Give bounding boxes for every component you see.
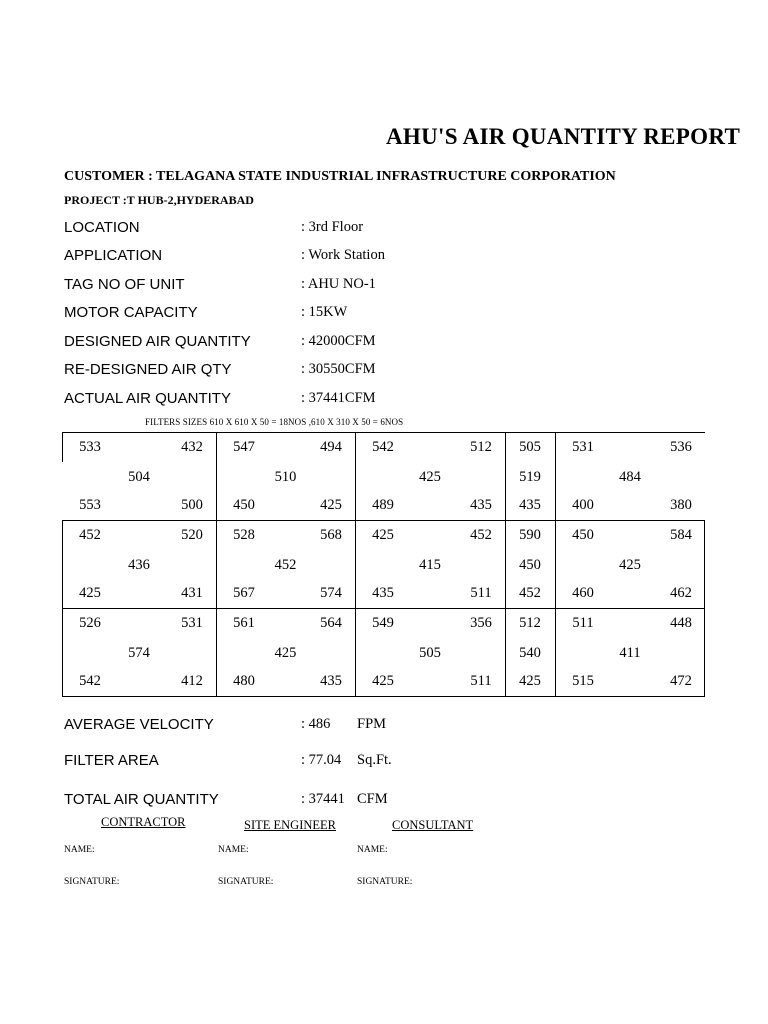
velocity-reading: 436: [128, 557, 150, 573]
velocity-readings-grid: [62, 432, 705, 696]
velocity-reading: 411: [619, 645, 641, 661]
velocity-reading: 450: [233, 497, 255, 513]
grid-line-left: [62, 520, 63, 696]
field-label-location: LOCATION: [64, 219, 140, 236]
signatory-signature-site-engineer: SIGNATURE:: [218, 877, 274, 887]
velocity-reading: 561: [233, 615, 255, 631]
velocity-reading: 489: [372, 497, 394, 513]
field-label-motor-capacity: MOTOR CAPACITY: [64, 304, 198, 321]
velocity-reading: 519: [519, 469, 541, 485]
velocity-reading: 415: [419, 557, 441, 573]
signatory-name-contractor: NAME:: [64, 845, 95, 855]
velocity-reading: 500: [181, 497, 203, 513]
velocity-reading: 547: [233, 439, 255, 455]
velocity-reading: 425: [372, 673, 394, 689]
velocity-reading: 425: [419, 469, 441, 485]
velocity-reading: 531: [572, 439, 594, 455]
field-value-designed-air: : 42000CFM: [301, 333, 376, 349]
summary-unit-total-air: CFM: [357, 791, 388, 807]
velocity-reading: 520: [181, 527, 203, 543]
velocity-reading: 425: [372, 527, 394, 543]
velocity-reading: 533: [79, 439, 101, 455]
velocity-reading: 425: [274, 645, 297, 661]
grid-line-right: [704, 520, 705, 696]
grid-line-col-1: [216, 432, 217, 696]
velocity-reading: 564: [320, 615, 342, 631]
velocity-reading: 460: [572, 585, 594, 601]
velocity-reading: 512: [519, 615, 541, 631]
velocity-reading: 450: [572, 527, 594, 543]
signatory-signature-consultant: SIGNATURE:: [357, 877, 413, 887]
summary-unit-average-velocity: FPM: [357, 716, 387, 732]
velocity-reading: 435: [320, 673, 342, 689]
summary-label-average-velocity: AVERAGE VELOCITY: [64, 716, 214, 733]
summary-value-average-velocity: : 486: [301, 716, 331, 732]
velocity-reading: 515: [572, 673, 594, 689]
grid-line-row-2: [62, 608, 705, 609]
velocity-reading: 584: [670, 527, 692, 543]
velocity-reading: 526: [79, 615, 101, 631]
velocity-reading: 549: [372, 615, 394, 631]
velocity-reading: 542: [79, 673, 101, 689]
velocity-reading: 452: [470, 527, 492, 543]
velocity-reading: 462: [670, 585, 692, 601]
velocity-reading: 472: [670, 673, 692, 689]
summary-label-total-air: TOTAL AIR QUANTITY: [64, 791, 219, 808]
velocity-reading: 574: [128, 645, 150, 661]
velocity-reading: 435: [470, 497, 492, 513]
velocity-reading: 452: [519, 585, 541, 601]
velocity-reading: 448: [670, 615, 692, 631]
field-label-actual-air: ACTUAL AIR QUANTITY: [64, 390, 231, 407]
grid-line-row-1: [62, 520, 705, 521]
signatory-role-contractor: CONTRACTOR: [101, 815, 186, 829]
grid-line-col-2: [355, 432, 356, 696]
velocity-reading: 540: [519, 645, 541, 661]
velocity-reading: 590: [519, 527, 541, 543]
velocity-reading: 435: [519, 497, 541, 513]
velocity-reading: 425: [79, 585, 101, 601]
summary-unit-filter-area: Sq.Ft.: [357, 752, 392, 768]
project-line: PROJECT :T HUB-2,HYDERABAD: [64, 193, 254, 207]
field-label-designed-air: DESIGNED AIR QUANTITY: [64, 333, 251, 350]
velocity-reading: 574: [320, 585, 342, 601]
signatory-name-site-engineer: NAME:: [218, 845, 249, 855]
field-value-motor-capacity: : 15KW: [301, 304, 348, 320]
velocity-reading: 494: [320, 439, 342, 455]
velocity-reading: 553: [79, 497, 101, 513]
signatory-name-consultant: NAME:: [357, 845, 388, 855]
grid-line-left-top: [62, 432, 63, 462]
velocity-reading: 452: [79, 527, 101, 543]
velocity-reading: 484: [619, 469, 641, 485]
grid-line-col-3: [505, 432, 506, 696]
velocity-reading: 505: [419, 645, 441, 661]
velocity-reading: 511: [470, 585, 492, 601]
velocity-reading: 510: [274, 469, 297, 485]
velocity-reading: 356: [470, 615, 492, 631]
velocity-reading: 435: [372, 585, 394, 601]
velocity-reading: 511: [470, 673, 492, 689]
velocity-reading: 431: [181, 585, 203, 601]
signatory-role-consultant: CONSULTANT: [392, 818, 474, 832]
grid-line-col-4: [555, 432, 556, 696]
velocity-reading: 512: [470, 439, 492, 455]
velocity-reading: 511: [572, 615, 594, 631]
velocity-reading: 425: [619, 557, 641, 573]
velocity-reading: 480: [233, 673, 255, 689]
velocity-reading: 425: [519, 673, 541, 689]
report-title: AHU'S AIR QUANTITY REPORT: [386, 124, 741, 149]
velocity-reading: 450: [519, 557, 541, 573]
velocity-reading: 528: [233, 527, 255, 543]
velocity-reading: 505: [519, 439, 541, 455]
field-value-location: : 3rd Floor: [301, 219, 364, 235]
field-value-tag-no: : AHU NO-1: [301, 276, 376, 292]
summary-value-total-air: : 37441: [301, 791, 345, 807]
velocity-reading: 452: [274, 557, 297, 573]
signatory-signature-contractor: SIGNATURE:: [64, 877, 120, 887]
velocity-reading: 568: [320, 527, 342, 543]
field-label-tag-no: TAG NO OF UNIT: [64, 276, 185, 293]
filters-note: FILTERS SIZES 610 X 610 X 50 = 18NOS ,610 X 310 X 50 = 6NOS: [145, 417, 404, 427]
field-value-redesigned-air: : 30550CFM: [301, 361, 376, 377]
grid-line-bottom: [62, 696, 705, 697]
summary-value-filter-area: : 77.04: [301, 752, 342, 768]
field-label-redesigned-air: RE-DESIGNED AIR QTY: [64, 361, 232, 378]
signatory-role-site-engineer: SITE ENGINEER: [244, 818, 336, 832]
velocity-reading: 412: [181, 673, 203, 689]
velocity-reading: 567: [233, 585, 255, 601]
field-value-application: : Work Station: [301, 247, 385, 263]
velocity-reading: 504: [128, 469, 150, 485]
velocity-reading: 542: [372, 439, 394, 455]
velocity-reading: 536: [670, 439, 692, 455]
field-value-actual-air: : 37441CFM: [301, 390, 376, 406]
field-label-application: APPLICATION: [64, 247, 163, 264]
velocity-reading: 400: [572, 497, 594, 513]
velocity-reading: 380: [670, 497, 692, 513]
customer-line: CUSTOMER : TELAGANA STATE INDUSTRIAL INFRASTRUCTURE CORPORATION: [64, 169, 616, 184]
velocity-reading: 432: [181, 439, 203, 455]
velocity-reading: 531: [181, 615, 203, 631]
grid-line-top: [62, 432, 705, 433]
velocity-reading: 425: [320, 497, 342, 513]
summary-label-filter-area: FILTER AREA: [64, 752, 159, 769]
